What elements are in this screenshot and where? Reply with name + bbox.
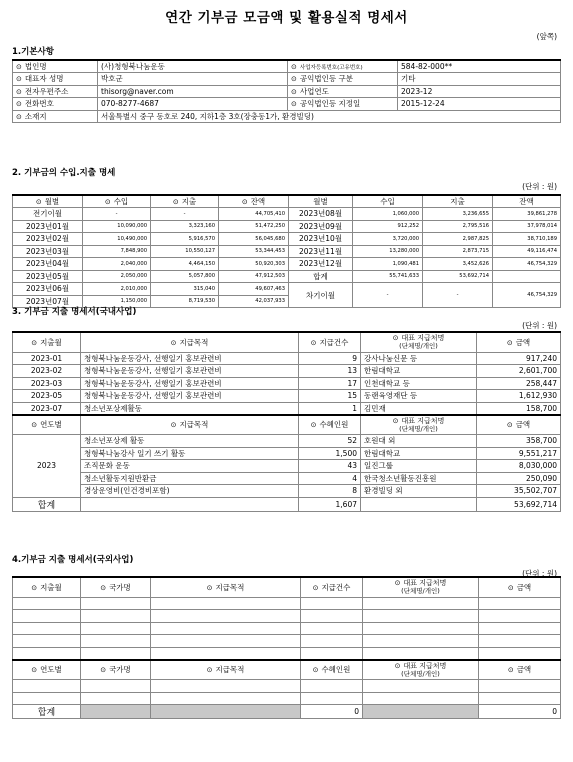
purpose-cell: 청형북나눔운동강사, 선행일기 홍보관련비 [81,365,299,378]
expense-value: 4,464,150 [151,258,219,271]
page-side-label: (앞쪽) [536,32,557,41]
section-4-unit: (단위 : 원) [522,569,557,578]
empty-cell [301,635,363,648]
empty-cell [301,692,363,705]
month-row [13,208,561,221]
field-label: ⊙ 소재지 [13,110,98,123]
month-label: 2023년03월 [13,245,83,258]
expense-value: 315,040 [151,283,219,296]
empty-cell [13,647,81,660]
column-header: 월별 [289,195,353,208]
column-header: ⊙ 연도별 [13,415,81,435]
recipient-cell: 환경빌딩 외 [361,485,477,498]
month-cell: 2023-02 [13,365,81,378]
total-count: 1,607 [299,497,361,511]
field-value: 2023-12 [398,85,561,98]
balance-value: 50,920,303 [219,258,289,271]
empty-cell [479,635,561,648]
beneficiary-cell: 43 [299,460,361,473]
column-header [363,577,479,597]
section-4-title: 4.기부금 지출 명세서(국외사업) [12,555,134,565]
basic-info-row [13,98,561,111]
field-label: ⊙ 공익법인등 지정일 [288,98,398,111]
empty-cell [301,622,363,635]
header-main: ⊙ 대표 지급처명 [364,334,473,342]
count-cell: 17 [299,377,361,390]
total-row [13,705,561,719]
header-sub: (단체명/개인) [401,669,440,678]
field-value: thisorg@naver.com [98,85,288,98]
column-header: ⊙ 지출월 [13,332,81,352]
empty-cell [151,635,301,648]
empty-cell [81,680,151,693]
empty-cell [301,610,363,623]
expense-row [13,365,561,378]
count-cell: 1 [299,402,361,415]
column-header: ⊙ 국가명 [81,660,151,680]
basic-info-table [12,59,561,123]
overseas-expense-table [12,576,561,719]
column-header: ⊙ 지급건수 [301,577,363,597]
income-expense-table [12,194,561,308]
amount-cell: 258,447 [477,377,561,390]
section-1-title: 1.기본사항 [12,47,54,57]
yearly-row [13,435,561,448]
expense-value: 53,692,714 [423,270,493,283]
balance-value: 37,978,014 [493,220,561,233]
amount-cell: 2,601,700 [477,365,561,378]
recipient-cell: 인천대학교 등 [361,377,477,390]
count-cell: 13 [299,365,361,378]
yearly-row [13,472,561,485]
recipient-cell: 한림대학교 [361,365,477,378]
month-label: 2023년04월 [13,258,83,271]
field-label: ⊙ 법인명 [13,60,98,73]
amount-cell: 8,030,000 [477,460,561,473]
column-header [361,332,477,352]
column-header: ⊙ 지급목적 [81,415,299,435]
expense-value: 3,236,655 [423,208,493,221]
address-value: 서울특별시 중구 동호로 240, 지하1층 3호(장충동1가, 환경빌딩) [98,110,561,123]
empty-cell [479,597,561,610]
amount-cell: 9,551,217 [477,447,561,460]
purpose-cell: 청형북나눔강사 일기 쓰기 활동 [81,447,299,460]
balance-value: 44,705,410 [219,208,289,221]
column-header: ⊙ 금액 [479,577,561,597]
beneficiary-cell: 52 [299,435,361,448]
month-cell: 2023-01 [13,352,81,365]
empty-cell [151,692,301,705]
header-row [13,577,561,597]
total-label: 합계 [13,497,81,511]
month-label: 2023년11월 [289,245,353,258]
field-value: 070-8277-4687 [98,98,288,111]
empty-cell [301,597,363,610]
empty-cell [479,680,561,693]
section-2-unit: (단위 : 원) [522,182,557,191]
expense-row [13,390,561,403]
recipient-cell: 호원대 외 [361,435,477,448]
income-value: 912,252 [353,220,423,233]
field-label: ⊙ 전화번호 [13,98,98,111]
expense-value: 10,550,127 [151,245,219,258]
month-label: 합계 [289,270,353,283]
column-header: ⊙ 지급목적 [151,577,301,597]
total-label: 합계 [13,705,81,719]
income-value: 3,720,000 [353,233,423,246]
expense-value: 3,452,626 [423,258,493,271]
income-value: - [83,208,151,221]
header-row [13,195,561,208]
empty-cell [81,647,151,660]
balance-value: 47,912,503 [219,270,289,283]
yearly-row [13,485,561,498]
income-value: 10,490,000 [83,233,151,246]
purpose-cell: 청소년포상제 활동 [81,435,299,448]
recipient-cell: 일진그룹 [361,460,477,473]
field-label: ⊙ 공익법인등 구분 [288,73,398,86]
month-label: 2023년05월 [13,270,83,283]
column-header: ⊙ 지급목적 [151,660,301,680]
month-label: 2023년08월 [289,208,353,221]
empty-cell [13,635,81,648]
month-row [13,270,561,283]
purpose-cell: 청소년활동지원반환금 [81,472,299,485]
field-value: 기타 [398,73,561,86]
month-label: 2023년09월 [289,220,353,233]
balance-value: 49,116,474 [493,245,561,258]
empty-cell [479,610,561,623]
amount-cell: 358,700 [477,435,561,448]
empty-cell [479,647,561,660]
purpose-cell: 경상운영비(인건경비포함) [81,485,299,498]
empty-row [13,647,561,660]
column-header: ⊙ 금액 [479,660,561,680]
shaded-cell [81,705,151,719]
count-cell: 9 [299,352,361,365]
header-main: ⊙ 대표 지급처명 [366,579,475,587]
purpose-cell: 청형북나눔운동강사, 선행일기 홍보관련비 [81,352,299,365]
recipient-cell: 한림대학교 [361,447,477,460]
column-header [361,415,477,435]
amount-cell: 1,612,930 [477,390,561,403]
column-header [363,660,479,680]
amount-cell: 35,502,707 [477,485,561,498]
shaded-cell [363,705,479,719]
empty-row [13,610,561,623]
empty-cell [363,597,479,610]
month-cell: 2023-05 [13,390,81,403]
recipient-cell: 동랜육영재단 등 [361,390,477,403]
empty-cell [363,635,479,648]
column-header: ⊙ 수입 [83,195,151,208]
column-header: 잔액 [493,195,561,208]
header-row [13,332,561,352]
column-header: ⊙ 금액 [477,332,561,352]
carry-balance: 46,754,329 [493,283,561,308]
beneficiary-cell: 1,500 [299,447,361,460]
expense-value: 3,323,160 [151,220,219,233]
month-cell: 2023-07 [13,402,81,415]
basic-info-row [13,85,561,98]
field-value: 2015-12-24 [398,98,561,111]
month-row [13,283,561,296]
basic-info-row [13,60,561,73]
recipient-cell: 한국청소년활동진흥원 [361,472,477,485]
month-cell: 2023-03 [13,377,81,390]
empty-cell [13,610,81,623]
income-value: 10,090,000 [83,220,151,233]
section-2-title: 2. 기부금의 수입.지출 명세 [12,168,116,178]
month-label: 2023년01월 [13,220,83,233]
empty-cell [13,692,81,705]
field-label: ⊙ 사업연도 [288,85,398,98]
document-title: 연간 기부금 모금액 및 활용실적 명세서 [165,10,408,26]
income-value: 2,040,000 [83,258,151,271]
income-value: 2,050,000 [83,270,151,283]
empty-cell [13,597,81,610]
expense-row [13,377,561,390]
column-header: ⊙ 연도별 [13,660,81,680]
empty-cell [81,597,151,610]
column-header: ⊙ 잔액 [219,195,289,208]
month-label: 2023년12월 [289,258,353,271]
empty-cell [81,497,299,511]
field-label: ⊙ 사업자등록번호(고유번호) [288,60,398,73]
income-value: 7,848,900 [83,245,151,258]
amount-cell: 250,090 [477,472,561,485]
expense-value: 5,916,570 [151,233,219,246]
column-header: ⊙ 국가명 [81,577,151,597]
empty-cell [81,610,151,623]
balance-value: 51,472,250 [219,220,289,233]
empty-cell [363,622,479,635]
column-header: ⊙ 월별 [13,195,83,208]
purpose-cell: 조직문화 운동 [81,460,299,473]
income-value: 1,150,000 [83,295,151,308]
shaded-cell [151,705,301,719]
purpose-cell: 청형북나눔운동강사, 선행일기 홍보관련비 [81,377,299,390]
expense-value: 2,873,715 [423,245,493,258]
amount-cell: 158,700 [477,402,561,415]
expense-value: 2,987,825 [423,233,493,246]
header-row [13,415,561,435]
header-sub: (단체명/개인) [399,424,438,433]
field-label: ⊙ 대표자 성명 [13,73,98,86]
expense-value: 8,719,530 [151,295,219,308]
beneficiary-cell: 4 [299,472,361,485]
month-label: 2023년02월 [13,233,83,246]
address-row [13,110,561,123]
empty-cell [363,680,479,693]
beneficiary-cell: 8 [299,485,361,498]
column-header: ⊙ 지급건수 [299,332,361,352]
column-header: ⊙ 지출 [151,195,219,208]
empty-cell [363,647,479,660]
empty-cell [151,610,301,623]
balance-value [493,270,561,283]
expense-row [13,402,561,415]
empty-cell [151,622,301,635]
field-label: ⊙ 전자우편주소 [13,85,98,98]
domestic-expense-table [12,331,561,512]
empty-row [13,680,561,693]
month-label: 2023년10월 [289,233,353,246]
month-label: 2023년06월 [13,283,83,296]
total-amount: 0 [479,705,561,719]
expense-value: - [151,208,219,221]
empty-row [13,692,561,705]
field-value: (사)청형북나눔운동 [98,60,288,73]
balance-value: 39,861,278 [493,208,561,221]
column-header: ⊙ 수혜인원 [301,660,363,680]
month-row [13,220,561,233]
total-row [13,497,561,511]
expense-row [13,352,561,365]
header-row [13,660,561,680]
basic-info-row [13,73,561,86]
header-sub: (단체명/개인) [401,587,440,596]
empty-cell [81,622,151,635]
carry-expense: - [423,283,493,308]
empty-cell [13,622,81,635]
expense-value: 5,057,800 [151,270,219,283]
balance-value: 46,754,329 [493,258,561,271]
column-header: ⊙ 지출월 [13,577,81,597]
month-label: 전기이월 [13,208,83,221]
balance-value: 56,045,680 [219,233,289,246]
income-value: 1,060,000 [353,208,423,221]
empty-cell [363,610,479,623]
total-amount: 53,692,714 [477,497,561,511]
empty-cell [151,597,301,610]
carry-income: - [353,283,423,308]
balance-value: 53,344,453 [219,245,289,258]
carry-label: 차기이월 [289,283,353,308]
empty-cell [363,692,479,705]
field-value: 박호군 [98,73,288,86]
field-value: 584-82-000** [398,60,561,73]
header-main: ⊙ 대표 지급처명 [366,662,475,670]
section-3-unit: (단위 : 원) [522,321,557,330]
purpose-cell: 청소년포상제활동 [81,402,299,415]
yearly-row [13,460,561,473]
column-header: ⊙ 금액 [477,415,561,435]
empty-cell [479,622,561,635]
empty-cell [13,680,81,693]
month-row [13,258,561,271]
month-label: 2023년07월 [13,295,83,308]
column-header: 수입 [353,195,423,208]
income-value: 2,010,000 [83,283,151,296]
recipient-cell: 강사나눔신문 등 [361,352,477,365]
header-main: ⊙ 대표 지급처명 [364,417,473,425]
empty-cell [81,635,151,648]
empty-cell [479,692,561,705]
column-header: ⊙ 지급목적 [81,332,299,352]
amount-cell: 917,240 [477,352,561,365]
empty-cell [151,680,301,693]
income-value: 55,741,633 [353,270,423,283]
total-count: 0 [301,705,363,719]
empty-cell [151,647,301,660]
empty-row [13,635,561,648]
section-3-title: 3. 기부금 지출 명세서(국내사업) [12,307,137,317]
income-value: 13,280,000 [353,245,423,258]
yearly-row [13,447,561,460]
recipient-cell: 김민재 [361,402,477,415]
column-header: ⊙ 수혜인원 [299,415,361,435]
count-cell: 15 [299,390,361,403]
income-value: 1,090,481 [353,258,423,271]
empty-cell [301,680,363,693]
balance-value: 49,607,463 [219,283,289,296]
empty-cell [81,692,151,705]
empty-cell [301,647,363,660]
month-row [13,245,561,258]
header-sub: (단체명/개인) [399,342,438,351]
month-row [13,233,561,246]
balance-value: 42,037,933 [219,295,289,308]
column-header: 지출 [423,195,493,208]
year-cell: 2023 [13,435,81,498]
empty-row [13,597,561,610]
purpose-cell: 청형북나눔운동강사, 선행일기 홍보관련비 [81,390,299,403]
balance-value: 38,710,189 [493,233,561,246]
empty-cell [361,497,477,511]
empty-row [13,622,561,635]
expense-value: 2,795,516 [423,220,493,233]
